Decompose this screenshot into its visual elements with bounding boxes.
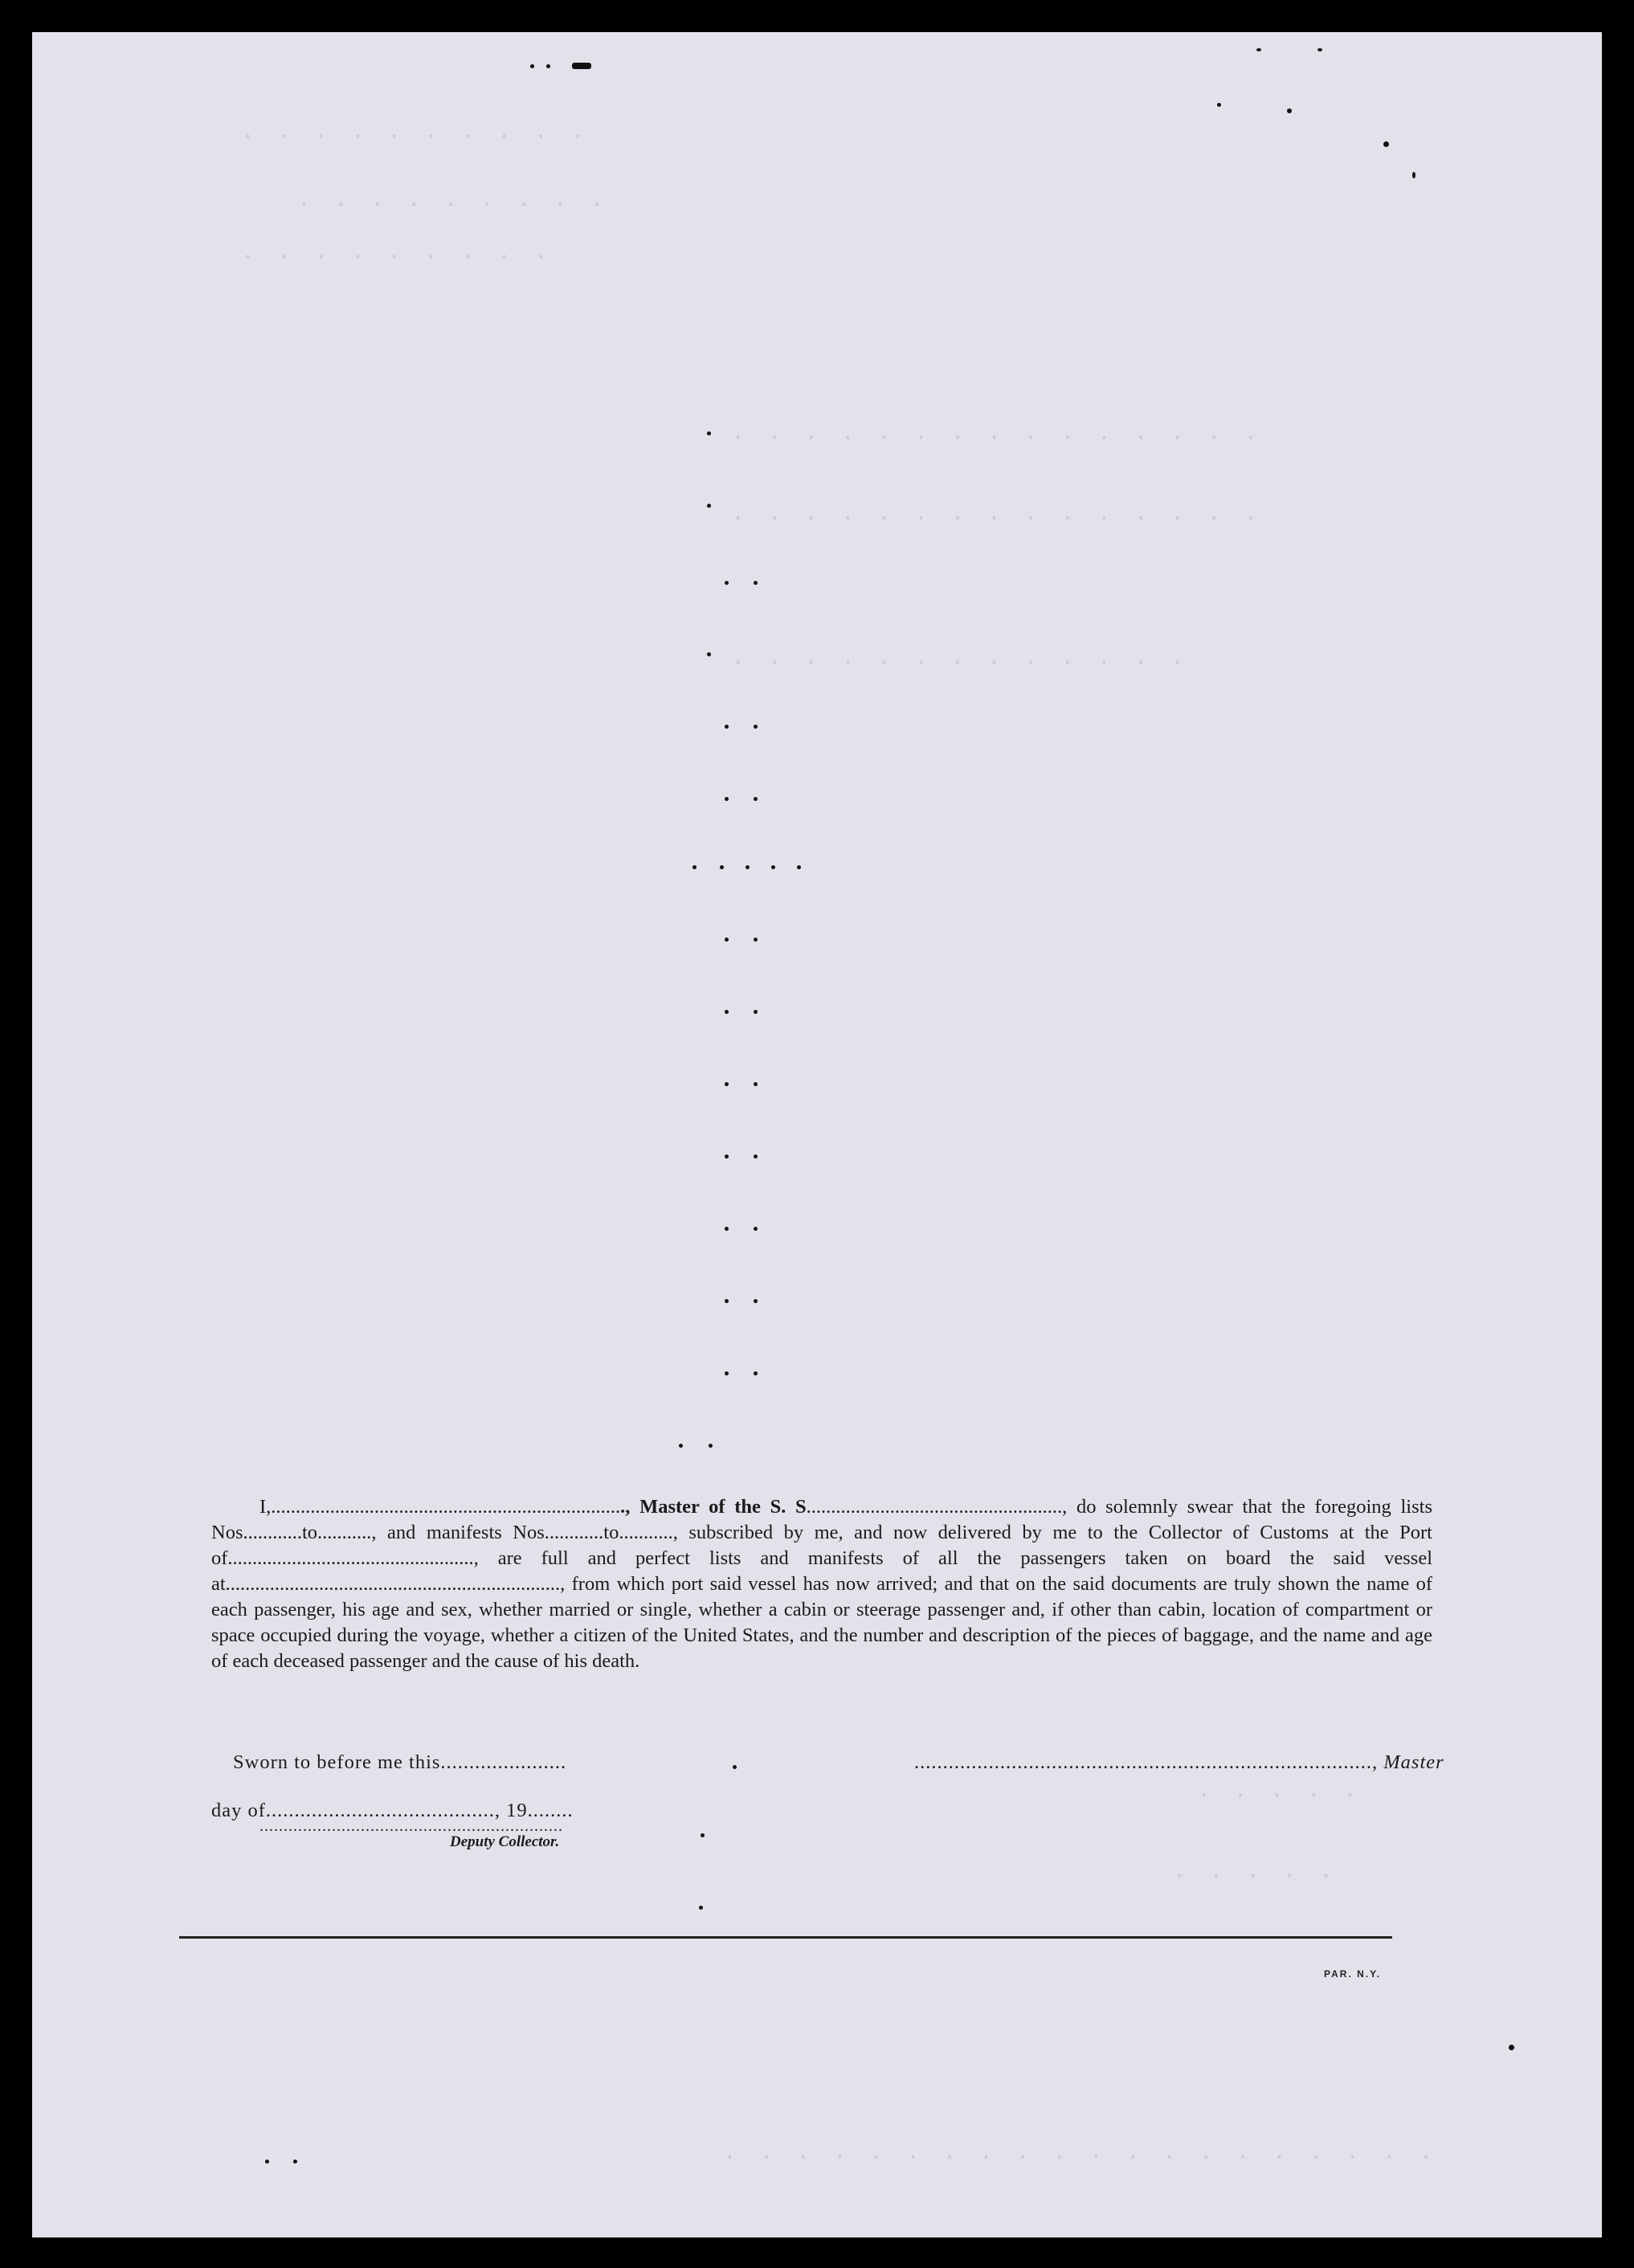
dot-mark bbox=[725, 581, 729, 585]
bleed-through-text: · · · · · · · · · · · · · bbox=[731, 651, 1190, 676]
dot-mark bbox=[725, 1154, 729, 1159]
dot-mark bbox=[1383, 141, 1389, 147]
bleed-through-text: · · · · · · · · · · · · · · · bbox=[731, 506, 1263, 531]
bleed-through-text: · · · · · · · · · bbox=[297, 193, 609, 218]
dot-mark bbox=[725, 938, 729, 942]
dot-mark bbox=[265, 2160, 269, 2164]
bleed-through-text: · · · · · · · · · bbox=[241, 245, 553, 270]
dot-mark bbox=[1217, 103, 1221, 107]
dot-mark bbox=[692, 865, 696, 869]
dot-mark bbox=[725, 1227, 729, 1231]
dot-mark bbox=[754, 1299, 758, 1303]
dot-mark bbox=[293, 2160, 297, 2164]
dot-mark bbox=[754, 1371, 758, 1375]
dot-mark bbox=[754, 581, 758, 585]
dot-mark bbox=[746, 865, 750, 869]
deputy-collector-label: Deputy Collector. bbox=[450, 1833, 560, 1850]
dot-mark bbox=[725, 1371, 729, 1375]
dot-mark bbox=[546, 64, 550, 68]
dot-mark bbox=[771, 865, 775, 869]
dot-mark bbox=[754, 938, 758, 942]
form-code: PAR. N.Y. bbox=[1324, 1968, 1382, 1980]
day-of-line: day of........................................, 19........ bbox=[211, 1800, 574, 1821]
bleed-through-text: · · · · · bbox=[1173, 1864, 1338, 1889]
dot-mark bbox=[679, 1444, 683, 1448]
dot-mark bbox=[1287, 108, 1292, 113]
dot-mark bbox=[707, 431, 711, 435]
bleed-through-text: · · · · · bbox=[1197, 1784, 1362, 1808]
dot-mark bbox=[754, 725, 758, 729]
master-signature-line bbox=[914, 1751, 1444, 1774]
oath-line1-start: I,....................................................................... bbox=[259, 1496, 621, 1518]
dot-mark bbox=[707, 504, 711, 508]
master-label: Master bbox=[1383, 1751, 1444, 1773]
dot-mark bbox=[725, 1299, 729, 1303]
dot-mark bbox=[572, 63, 591, 69]
dot-mark bbox=[530, 64, 534, 68]
sworn-line: Sworn to before me this...................... bbox=[233, 1751, 567, 1773]
master-signature-dots: ................................................................................, bbox=[914, 1751, 1379, 1773]
oath-line1-end: ...................................................., do solemnly bbox=[806, 1496, 1178, 1518]
dot-mark bbox=[707, 652, 711, 656]
oath-body: swear that the foregoing lists Nos............to..........., and manifests Nos............to..........., subscribed by me, and now delivered by me to the Collector of Customs at the Port of.................................................., are full and perfect lists and manifests of all the passengers taken on board the said vessel at...................................................................., from which port said vessel has now arrived; and that on the said documents are truly shown the name of each passenger, his age and sex, whether married or single, whether a cabin or steerage passenger and, if other than cabin, location of compartment or space occupied during the voyage, whether a citizen of the United States, and the number and description of the pieces of baggage, and the name and age of each deceased passenger and the cause of his death. bbox=[211, 1496, 1432, 1672]
dot-mark bbox=[754, 1082, 758, 1086]
dot-mark bbox=[725, 725, 729, 729]
manifest-sheet bbox=[32, 32, 1602, 2237]
oath-master-of-ss: ., Master of the S. S bbox=[620, 1496, 807, 1518]
oath-paragraph bbox=[211, 1494, 1432, 1674]
dot-mark bbox=[701, 1833, 705, 1837]
bleed-through-text: · · · · · · · · · · · · · · · bbox=[731, 426, 1263, 451]
dot-mark bbox=[754, 797, 758, 801]
dot-mark bbox=[709, 1444, 713, 1448]
dot-mark bbox=[754, 1154, 758, 1159]
dot-mark bbox=[725, 797, 729, 801]
dot-mark bbox=[725, 1010, 729, 1014]
dot-mark bbox=[720, 865, 724, 869]
dot-mark bbox=[797, 865, 801, 869]
dot-mark bbox=[725, 1082, 729, 1086]
bleed-through-text: · · · · · · · · · · · · · · · · · · · · bbox=[723, 2145, 1438, 2170]
bleed-through-text: · · · · · · · · · · bbox=[241, 125, 590, 149]
dot-mark bbox=[1412, 172, 1415, 178]
horizontal-rule bbox=[179, 1936, 1392, 1939]
dot-mark bbox=[754, 1227, 758, 1231]
dot-mark bbox=[733, 1765, 737, 1769]
dot-mark bbox=[754, 1010, 758, 1014]
dot-mark bbox=[699, 1906, 703, 1910]
dot-mark bbox=[1256, 48, 1261, 51]
dot-mark bbox=[1509, 2045, 1514, 2050]
deputy-signature-line: ............................................................... bbox=[259, 1817, 563, 1835]
dot-mark bbox=[1317, 48, 1322, 51]
